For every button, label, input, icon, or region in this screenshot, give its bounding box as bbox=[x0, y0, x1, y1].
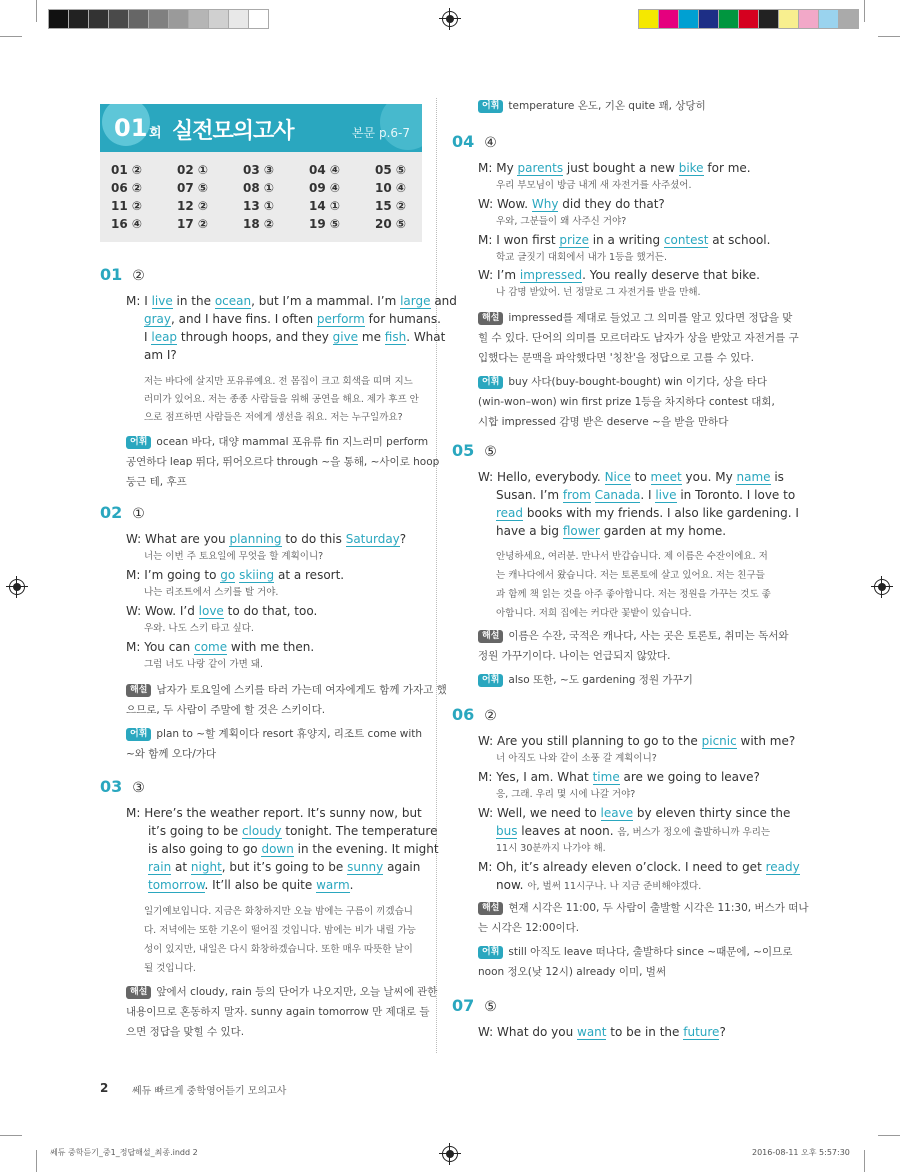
q03-translation: 성이 있지만, 내일은 다시 화창하겠습니다. 또한 매우 따뜻한 날이 bbox=[144, 944, 413, 955]
q02-dialogue: W: Wow. I’d love to do that, too. bbox=[126, 604, 318, 618]
q04-vocab: 시합 impressed 감명 받은 deserve ~을 받을 만하다 bbox=[478, 416, 729, 428]
test-number: 01 bbox=[114, 114, 148, 142]
q01-translation: 저는 바다에 살지만 포유류예요. 전 몸집이 크고 회색을 띠며 지느 bbox=[144, 376, 413, 387]
q06-explanation: 해설 현재 시각은 11:00, 두 사람이 출발할 시각은 11:30, 버스가 떠나 bbox=[478, 898, 808, 918]
page-reference: 본문 p.6-7 bbox=[351, 126, 410, 140]
registration-mark-icon bbox=[874, 579, 890, 595]
q06-translation: 너 아직도 나와 같이 소풍 갈 계획이니? bbox=[496, 753, 657, 764]
q05-vocab: 어휘 also 또한, ~도 gardening 정원 가꾸기 bbox=[478, 670, 693, 690]
q06-dialogue: M: Oh, it’s already eleven o’clock. I need to get ready bbox=[478, 860, 800, 874]
answer-key-item: 04 ④ bbox=[309, 163, 341, 177]
slug-date: 2016-08-11 오후 5:57:30 bbox=[752, 1148, 850, 1157]
q04-translation: 나 감명 받았어. 넌 정말로 그 자전거를 받을 만해. bbox=[496, 287, 701, 298]
q03-translation: 일기예보입니다. 지금은 화창하지만 오늘 밤에는 구름이 끼겠습니 bbox=[144, 906, 413, 917]
q04-translation: 우와, 그분들이 왜 사주신 거야? bbox=[496, 216, 627, 227]
q04-explanation: 힐 수 있다. 단어의 의미를 모르더라도 남자가 상을 받았고 자전거를 구 bbox=[478, 332, 799, 344]
q04-translation: 학교 글짓기 대회에서 내가 1등을 했거든. bbox=[496, 252, 667, 263]
answer-key-item: 02 ① bbox=[177, 163, 209, 177]
answer-key-item: 11 ② bbox=[111, 199, 143, 213]
q02-explanation: 해설 남자가 토요일에 스키를 타러 가는데 여자에게도 함께 가자고 했 bbox=[126, 680, 447, 700]
answer-key-item: 16 ④ bbox=[111, 217, 143, 231]
question-06-header: 06 ② bbox=[452, 705, 497, 724]
q03-script-line: tomorrow. It’ll also be quite warm. bbox=[148, 878, 354, 892]
registration-mark-icon bbox=[442, 1146, 458, 1162]
registration-mark-icon bbox=[9, 579, 25, 595]
q01-vocab: 어휘 ocean 바다, 대양 mammal 포유류 fin 지느러미 perform bbox=[126, 432, 428, 452]
q06-dialogue: now. 아, 벌써 11시구나. 나 지금 준비해야겠다. bbox=[496, 878, 702, 892]
q05-script-line: read books with my friends. I also like gardening. I bbox=[496, 506, 799, 520]
answer-key-item: 05 ⑤ bbox=[375, 163, 407, 177]
q03-vocab: 어휘 temperature 온도, 기온 quite 꽤, 상당히 bbox=[478, 96, 706, 116]
answer-key-item: 07 ⑤ bbox=[177, 181, 209, 195]
q04-explanation: 입했다는 문맥을 파악했다면 '칭찬'을 정답으로 고를 수 있다. bbox=[478, 352, 754, 364]
q03-explanation: 내용이므로 혼동하지 말자. sunny again tomorrow 만 제대로 들 bbox=[126, 1006, 430, 1018]
q05-translation: 는 캐나다에서 왔습니다. 저는 토론토에 살고 있어요. 저는 친구들 bbox=[496, 570, 765, 581]
q06-dialogue: W: Are you still planning to go to the picnic with me? bbox=[478, 734, 796, 748]
q02-dialogue: M: I’m going to go skiing at a resort. bbox=[126, 568, 345, 582]
color-swatches bbox=[638, 9, 858, 29]
q05-script-line: W: Hello, everybody. Nice to meet you. My name is bbox=[478, 470, 784, 484]
q01-script-line: am I? bbox=[144, 348, 177, 362]
q06-dialogue: bus leaves at noon. 음, 버스가 정오에 출발하니까 우리는 bbox=[496, 824, 771, 838]
answer-key-item: 15 ② bbox=[375, 199, 407, 213]
q04-translation: 우리 부모님이 방금 내게 새 자전거를 사주셨어. bbox=[496, 180, 692, 191]
q01-script-line: M: I live in the ocean, but I’m a mammal. I’m large and bbox=[126, 294, 457, 308]
answer-key-item: 03 ③ bbox=[243, 163, 275, 177]
answer-key-item: 14 ① bbox=[309, 199, 341, 213]
question-07-header: 07 ⑤ bbox=[452, 996, 497, 1015]
q06-vocab: 어휘 still 아직도 leave 떠나다, 출발하다 since ~때문에, ~이므로 bbox=[478, 942, 792, 962]
answer-key-item: 13 ① bbox=[243, 199, 275, 213]
q02-vocab: 어휘 plan to ~할 계획이다 resort 휴양지, 리조트 come with bbox=[126, 724, 422, 744]
q02-vocab: ~와 함께 오다/가다 bbox=[126, 748, 217, 760]
q04-vocab: (win-won–won) win first prize 1등을 차지하다 contest 대회, bbox=[478, 396, 775, 408]
registration-mark-icon bbox=[442, 11, 458, 27]
q05-translation: 아합니다. 저희 집에는 커다란 꽃밭이 있습니다. bbox=[496, 608, 692, 619]
q06-translation: 응, 그래. 우리 몇 시에 나갈 거야? bbox=[496, 789, 636, 800]
q05-script-line: have a big flower garden at my home. bbox=[496, 524, 727, 538]
q02-dialogue: M: You can come with me then. bbox=[126, 640, 315, 654]
test-title-banner bbox=[100, 104, 422, 152]
q02-translation: 너는 이번 주 토요일에 무엇을 할 계획이니? bbox=[144, 551, 324, 562]
q03-explanation: 으면 정답을 맞힐 수 있다. bbox=[126, 1026, 245, 1038]
q01-vocab: 둥근 테, 후프 bbox=[126, 476, 187, 488]
q04-vocab: 어휘 buy 사다(buy-bought-bought) win 이기다, 상을 타다 bbox=[478, 372, 767, 392]
answer-key-box bbox=[100, 152, 422, 242]
answer-key-item: 19 ⑤ bbox=[309, 217, 341, 231]
answer-key-item: 12 ② bbox=[177, 199, 209, 213]
q03-translation: 될 것입니다. bbox=[144, 963, 196, 974]
q03-script-line: is also going to go down in the evening. It might bbox=[148, 842, 439, 856]
answer-key-item: 20 ⑤ bbox=[375, 217, 407, 231]
q06-dialogue: M: Yes, I am. What time are we going to leave? bbox=[478, 770, 760, 784]
answer-key-item: 08 ① bbox=[243, 181, 275, 195]
q02-translation: 우와. 나도 스키 타고 싶다. bbox=[144, 623, 254, 634]
q06-translation: 11시 30분까지 나가야 해. bbox=[496, 843, 606, 854]
q03-script-line: it’s going to be cloudy tonight. The temperature bbox=[148, 824, 438, 838]
grayscale-swatches bbox=[48, 9, 268, 29]
q06-dialogue: W: Well, we need to leave by eleven thirty since the bbox=[478, 806, 791, 820]
q04-dialogue: M: I won first prize in a writing contest at school. bbox=[478, 233, 771, 247]
q06-vocab: noon 정오(낮 12시) already 이미, 벌써 bbox=[478, 966, 667, 978]
q05-script-line: Susan. I’m from Canada. I live in Toronto. I love to bbox=[496, 488, 796, 502]
q05-explanation: 정원 가꾸기이다. 나이는 언급되지 않았다. bbox=[478, 650, 671, 662]
answer-key-item: 10 ④ bbox=[375, 181, 407, 195]
q01-translation: 러미가 있어요. 저는 종종 사람들을 위해 공연을 해요. 제가 후프 안 bbox=[144, 394, 419, 405]
question-03-header: 03 ③ bbox=[100, 777, 145, 796]
q06-explanation: 는 시각은 12:00이다. bbox=[478, 922, 580, 934]
page-number: 2 bbox=[100, 1081, 109, 1095]
q05-translation: 과 함께 책 읽는 것을 아주 좋아합니다. 저는 정원을 가꾸는 것도 좋 bbox=[496, 589, 771, 600]
q03-translation: 다. 저녁에는 또한 기온이 떨어질 것입니다. 밤에는 비가 내릴 가능 bbox=[144, 925, 416, 936]
q02-explanation: 으므로, 두 사람이 주말에 할 것은 스키이다. bbox=[126, 704, 326, 716]
question-01-header: 01 ② bbox=[100, 265, 145, 284]
q07-dialogue: W: What do you want to be in the future? bbox=[478, 1025, 726, 1039]
answer-key-item: 17 ② bbox=[177, 217, 209, 231]
answer-key-item: 09 ④ bbox=[309, 181, 341, 195]
answer-key-item: 18 ② bbox=[243, 217, 275, 231]
column-divider bbox=[436, 98, 437, 1053]
q02-dialogue: W: What are you planning to do this Saturday? bbox=[126, 532, 407, 546]
q03-explanation: 해설 앞에서 cloudy, rain 등의 단어가 나오지만, 오늘 날씨에 관한 bbox=[126, 982, 437, 1002]
slug-filename: 쎄듀 중학듣기_중1_정답해설_최종.indd 2 bbox=[50, 1148, 198, 1157]
q04-dialogue: W: I’m impressed. You really deserve that bike. bbox=[478, 268, 760, 282]
question-05-header: 05 ⑤ bbox=[452, 441, 497, 460]
q01-script-line: gray, and I have fins. I often perform for humans. bbox=[144, 312, 441, 326]
q02-translation: 나는 리조트에서 스키를 탈 거야. bbox=[144, 587, 279, 598]
q01-vocab: 공연하다 leap 뛰다, 뛰어오르다 through ~을 통해, ~사이로 hoop bbox=[126, 456, 440, 468]
test-number-suffix: 회 bbox=[149, 126, 162, 141]
q04-explanation: 해설 impressed를 제대로 들었고 그 의미를 알고 있다면 정답을 맞 bbox=[478, 308, 792, 328]
q02-translation: 그럼 너도 나랑 같이 가면 돼. bbox=[144, 659, 264, 670]
answer-key-item: 06 ② bbox=[111, 181, 143, 195]
q01-translation: 으로 점프하면 사람들은 저에게 생선을 줘요. 저는 누구일까요? bbox=[144, 412, 403, 423]
q03-script-line: M: Here’s the weather report. It’s sunny now, but bbox=[126, 806, 422, 820]
q05-explanation: 해설 이름은 수잔, 국적은 캐나다, 사는 곳은 토론토, 취미는 독서와 bbox=[478, 626, 789, 646]
page-title: 실전모의고사 bbox=[172, 119, 294, 144]
answer-key-item: 01 ② bbox=[111, 163, 143, 177]
q04-dialogue: M: My parents just bought a new bike for me. bbox=[478, 161, 751, 175]
q01-script-line: I leap through hoops, and they give me fish. What bbox=[144, 330, 446, 344]
q03-script-line: rain at night, but it’s going to be sunny again bbox=[148, 860, 421, 874]
book-title-footer: 쎄듀 빠르게 중학영어듣기 모의고사 bbox=[132, 1086, 287, 1097]
question-04-header: 04 ④ bbox=[452, 132, 497, 151]
question-02-header: 02 ① bbox=[100, 503, 145, 522]
q05-translation: 안녕하세요, 여러분. 만나서 반갑습니다. 제 이름은 수잔이에요. 저 bbox=[496, 551, 768, 562]
q04-dialogue: W: Wow. Why did they do that? bbox=[478, 197, 665, 211]
